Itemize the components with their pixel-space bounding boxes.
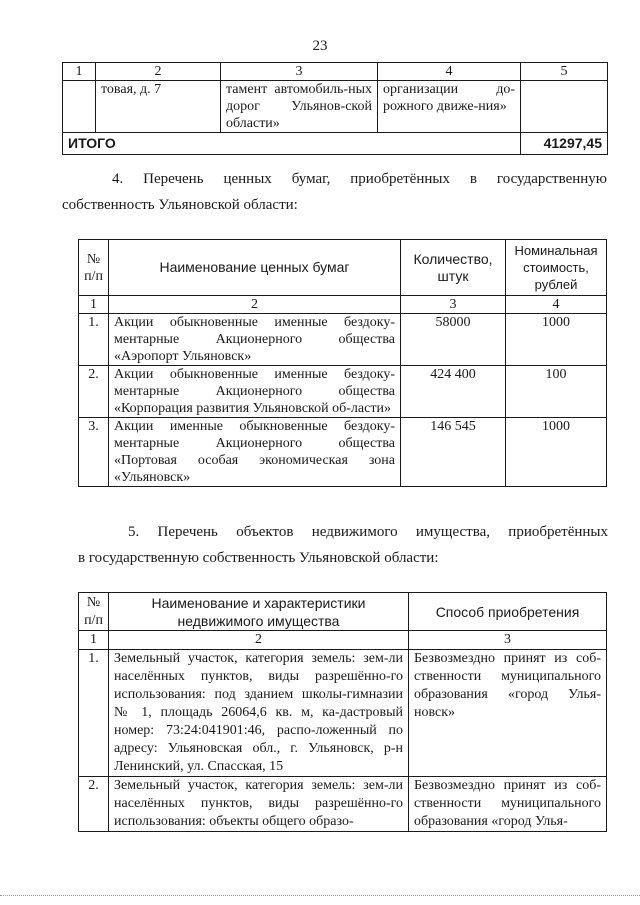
quantity: 58000: [401, 314, 506, 366]
column-number: 2: [96, 63, 221, 81]
address-cell: товая, д. 7: [96, 81, 221, 133]
recipient-cell: тамент автомобиль-ных дорог Ульянов-ской области»: [221, 81, 378, 133]
table-row: [79, 418, 607, 487]
column-number: 3: [401, 296, 506, 314]
real-estate-table: [78, 592, 607, 832]
column-number: 3: [409, 631, 607, 650]
table-row: [63, 81, 608, 133]
acquisition-method: Безвозмездно принят из соб-ственности муниципального образования «город Улья-: [409, 777, 607, 832]
property-description: Земельный участок, категория земель: зем-ли населённых пунктов, виды разрешённо-го использования: под зданием школы-гимназии № 1, площадь 26064,6 кв. м, ка-дастровый номер: 73:24:041901:46, распо-ложенный по адресу: Ульяновская обл., г. Ульяновск, р-н Ленинский, ул. Спасская, 15: [109, 650, 409, 777]
header-number: № п/п: [79, 593, 109, 631]
header-number: № п/п: [79, 240, 109, 296]
section-4-heading: [62, 166, 607, 218]
column-number: 1: [79, 631, 109, 650]
header-nominal: Номинальная стоимость, рублей: [506, 240, 607, 296]
section-5-line: 5. Перечень объектов недвижимого имущества, приобретённых: [128, 524, 608, 540]
section-4-line: собственность Ульяновской области:: [62, 197, 298, 213]
value-cell: [521, 81, 608, 133]
securities-table: [78, 239, 607, 487]
header-property: Наименование и характеристики недвижимого имущества: [109, 593, 409, 631]
column-number: 1: [79, 296, 109, 314]
quantity: 424 400: [401, 366, 506, 418]
row-number: 1.: [79, 650, 109, 777]
column-number: 4: [378, 63, 521, 81]
section-4-line: 4. Перечень ценных бумаг, приобретённых в государственную: [112, 171, 607, 187]
header-quantity: Количество, штук: [401, 240, 506, 296]
nominal-value: 1000: [506, 314, 607, 366]
total-label: ИТОГО: [63, 133, 521, 155]
page-number: 23: [312, 38, 328, 54]
table-row: [79, 314, 607, 366]
securities-name: Акции обыкновенные именные бездоку-ментарные Акционерного общества «Аэропорт Ульяновск»: [109, 314, 401, 366]
acquisition-method: Безвозмездно принят из соб-ственности муниципального образования «город Улья-новск»: [409, 650, 607, 777]
row-number: 3.: [79, 418, 109, 487]
securities-name: Акции обыкновенные именные бездоку-ментарные Акционерного общества «Корпорация развития Ульяновской об-ласти»: [109, 366, 401, 418]
quantity: 146 545: [401, 418, 506, 487]
securities-name: Акции именные обыкновенные бездоку-ментарные Акционерного общества «Портовая особая экономическая зона «Ульяновск»: [109, 418, 401, 487]
row-number: 2.: [79, 366, 109, 418]
column-number: 3: [221, 63, 378, 81]
row-number: 1.: [79, 314, 109, 366]
header-securities-name: Наименование ценных бумаг: [109, 240, 401, 296]
section-5-heading: [78, 519, 608, 571]
column-number: 5: [521, 63, 608, 81]
total-value: 41297,45: [521, 133, 608, 155]
header-acquisition-method: Способ приобретения: [409, 593, 607, 631]
nominal-value: 1000: [506, 418, 607, 487]
table-row: [79, 366, 607, 418]
table-continuation: [62, 62, 608, 155]
column-number: 1: [63, 63, 96, 81]
nominal-value: 100: [506, 366, 607, 418]
scan-edge: [0, 895, 640, 897]
table-row: [79, 777, 607, 832]
property-description: Земельный участок, категория земель: зем-ли населённых пунктов, виды разрешённо-го использования: объекты общего образо-: [109, 777, 409, 832]
transferor-cell: организации до-рожного движе-ния»: [378, 81, 521, 133]
column-number: 4: [506, 296, 607, 314]
row-number: 2.: [79, 777, 109, 832]
column-number: 2: [109, 631, 409, 650]
section-5-line: в государственную собственность Ульяновской области:: [78, 550, 439, 566]
table-row: [79, 650, 607, 777]
row-number-cell: [63, 81, 96, 133]
column-number: 2: [109, 296, 401, 314]
